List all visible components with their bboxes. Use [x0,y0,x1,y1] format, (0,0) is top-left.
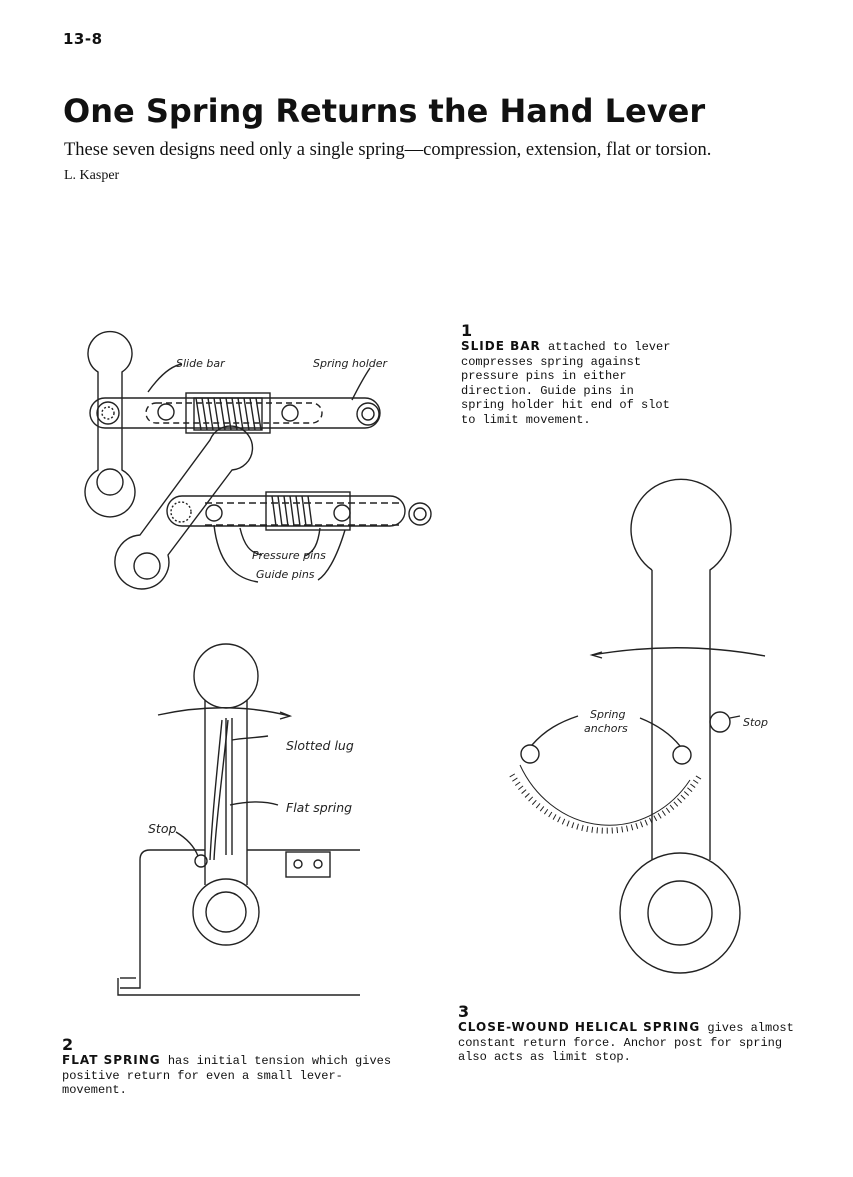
label-spring: Spring [590,708,626,721]
figure-2-drawing [118,644,360,995]
label-spring-holder: Spring holder [313,357,388,370]
author: L. Kasper [64,168,120,183]
caption-lead: SLIDE BAR [461,339,541,353]
caption-text: attached to lever compresses spring against pressure pins in either direction. Guide pins in spring holder hit end of slot to limit movement. [461,340,671,427]
page-title: One Spring Returns the Hand Lever [63,92,706,130]
figure-number: 2 [62,1035,74,1054]
page-number: 13-8 [63,30,103,48]
label-guide-pins: Guide pins [256,568,315,581]
label-anchors: anchors [584,722,628,735]
figure-number: 1 [461,321,473,340]
figure-3-drawing [512,479,765,973]
figure-number: 3 [458,1002,470,1021]
figure-2-caption [62,1036,392,1098]
label-slide-bar: Slide bar [176,357,225,370]
figure-1-caption [461,322,671,427]
caption-lead: CLOSE-WOUND HELICAL SPRING [458,1020,701,1034]
subtitle: These seven designs need only a single spring—compression, extension, flat or torsion. [64,140,712,160]
label-pressure-pins: Pressure pins [252,549,326,562]
label-slotted-lug: Slotted lug [286,738,354,753]
label-stop: Stop [148,821,177,836]
figure-3-caption [458,1003,798,1065]
caption-text: has initial tension which gives positive return for even a small lever-movement. [62,1054,392,1097]
label-flat-spring: Flat spring [286,800,353,815]
caption-text: gives almost constant return force. Anchor post for spring also acts as limit stop. [458,1021,794,1064]
label-stop: Stop [743,716,769,729]
caption-lead: FLAT SPRING [62,1053,161,1067]
